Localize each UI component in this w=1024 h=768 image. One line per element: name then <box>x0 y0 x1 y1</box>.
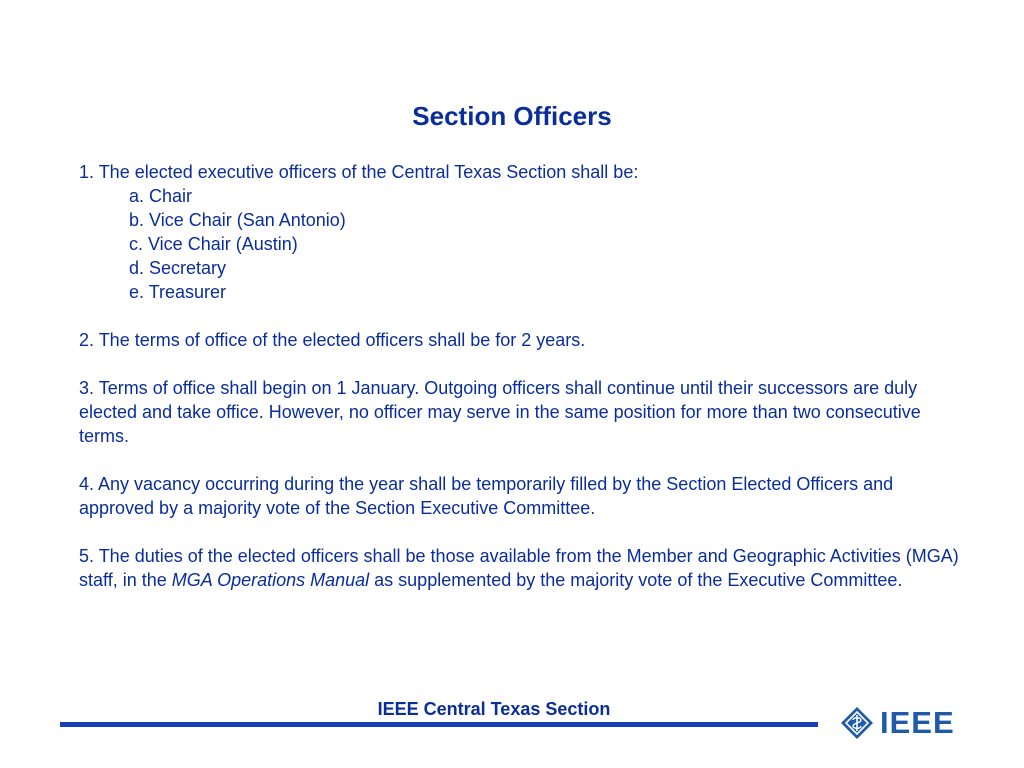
item-5 <box>79 544 959 592</box>
slide-title: Section Officers <box>412 101 612 131</box>
footer-section-name: IEEE Central Texas Section <box>377 699 611 719</box>
spacer <box>79 352 959 376</box>
spacer <box>79 304 959 328</box>
mga-operations-manual-title: MGA Operations Manual <box>171 570 370 590</box>
slide-body <box>79 160 959 592</box>
footer-rule <box>60 722 818 727</box>
officer-chair: a. Chair <box>129 186 193 206</box>
officer-treasurer: e. Treasurer <box>129 282 227 302</box>
officer-vice-chair-san-antonio: b. Vice Chair (San Antonio) <box>129 210 346 230</box>
spacer <box>79 448 959 472</box>
item-3: 3. Terms of office shall begin on 1 January. Outgoing officers shall continue until their successors are duly elected and take office. However, no officer may serve in the same position for more than two consecutive terms. <box>79 378 921 446</box>
spacer <box>79 520 959 544</box>
item-5-text-start: 5. The duties of the elected officers shall be those available from the Member and Geographic Activities (MGA) staff, in the <box>79 546 959 590</box>
item-1: 1. The elected executive officers of the Central Texas Section shall be: <box>79 162 639 182</box>
ieee-diamond-logo-icon <box>840 706 874 740</box>
item-2: 2. The terms of office of the elected officers shall be for 2 years. <box>79 330 586 350</box>
ieee-logo <box>840 702 964 744</box>
officer-vice-chair-austin: c. Vice Chair (Austin) <box>129 234 298 254</box>
item-4: 4. Any vacancy occurring during the year shall be temporarily filled by the Section Elected Officers and approved by a majority vote of the Section Executive Committee. <box>79 474 894 518</box>
item-5-text-end: as supplemented by the majority vote of the Executive Committee. <box>369 570 903 590</box>
officer-secretary: d. Secretary <box>129 258 227 278</box>
ieee-logo-text: IEEE <box>880 705 955 740</box>
